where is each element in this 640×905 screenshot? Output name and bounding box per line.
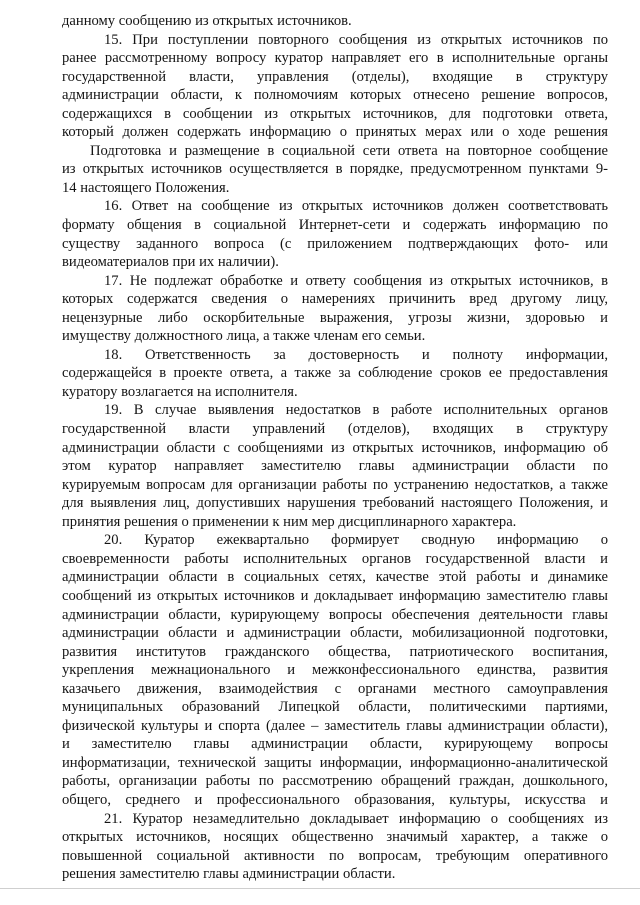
- text-line: которых содержатся сведения о намерениях причинить вред другому лицу,: [62, 291, 608, 308]
- text-line: казачьего движения, взаимодействия с органами местного самоуправления: [62, 680, 608, 697]
- text-line: муниципальных образований Липецкой области, политическими партиями,: [62, 699, 608, 716]
- text-line: курируемым вопросам для организации работы по устранению недостатков, а также: [62, 476, 608, 493]
- text-line: видеоматериалов при их наличии).: [62, 254, 279, 271]
- text-line: сообщений из открытых источников и докладывает информацию заместителю главы: [62, 587, 608, 604]
- text-line: государственной власти управлений (отделов), входящих в структуру: [62, 421, 608, 438]
- text-line: укрепления межнационального и межконфессионального единства, развития: [62, 662, 608, 679]
- text-line: повышенной социальной активности по вопросам, требующим оперативного: [62, 847, 608, 864]
- text-line: имуществу должностного лица, а также членам его семьи.: [62, 328, 426, 345]
- text-line: содержащихся в сообщении из открытых источников, для подготовки ответа,: [62, 105, 608, 122]
- text-line: из открытых источников осуществляется в порядке, предусмотренном пунктами 9-: [62, 161, 608, 178]
- text-line: ранее рассмотренному вопросу куратор направляет его в исполнительные органы: [62, 50, 608, 67]
- page-bottom-edge: [0, 888, 640, 889]
- text-line: администрации области, курирующему вопросы обеспечения деятельности главы: [62, 606, 608, 623]
- text-line: решения заместителю главы администрации области.: [62, 866, 396, 883]
- text-line: куратору возлагается на исполнителя.: [62, 383, 298, 400]
- text-line: 20. Куратор ежеквартально формирует сводную информацию о: [104, 532, 608, 549]
- text-line: общего, среднего и профессионального образования, культуры, искусства и: [62, 791, 608, 808]
- text-line: администрации области, к полномочиям которых отнесено решение вопросов,: [62, 87, 608, 104]
- text-line: 16. Ответ на сообщение из открытых источников должен соответствовать: [104, 198, 608, 215]
- text-line: 21. Куратор незамедлительно докладывает информацию о сообщениях из: [104, 810, 608, 827]
- text-line: 18. Ответственность за достоверность и полноту информации,: [104, 346, 608, 363]
- text-line: государственной власти, управления (отделы), входящие в структуру: [62, 68, 608, 85]
- text-line: администрации области в социальных сетях, качестве этой работы и динамике: [62, 569, 608, 586]
- text-line: содержащейся в проекте ответа, а также за соблюдение сроков ее предоставления: [62, 365, 608, 382]
- text-line: принятия решения о применении к ним мер дисциплинарного характера.: [62, 513, 517, 530]
- text-line: 15. При поступлении повторного сообщения из открытых источников по: [104, 31, 608, 48]
- text-line: информатизации, технической защиты информации, информационно-аналитической: [62, 754, 608, 771]
- text-line: 19. В случае выявления недостатков в работе исполнительных органов: [104, 402, 608, 419]
- text-line: формату общения в социальной Интернет-сети и содержать информацию по: [62, 217, 608, 234]
- text-line: существу заданного вопроса (с приложением подтверждающих фото- или: [62, 235, 608, 252]
- text-line: администрации области с сообщениями из открытых источников, информацию об: [62, 439, 608, 456]
- text-line: и заместителю главы администрации области, курирующему вопросы: [62, 736, 608, 753]
- text-line: своевременности работы исполнительных органов государственной власти и: [62, 550, 608, 567]
- document-page: [62, 12, 608, 884]
- text-line: администрации области и администрации области, мобилизационной подготовки,: [62, 625, 608, 642]
- text-line: физической культуры и спорта (далее – заместитель главы администрации области),: [62, 717, 608, 734]
- text-line: развития институтов гражданского общества, патриотического воспитания,: [62, 643, 608, 660]
- text-line: 17. Не подлежат обработке и ответу сообщения из открытых источников, в: [104, 272, 608, 289]
- text-line: этом куратор направляет заместителю главы администрации области по: [62, 458, 608, 475]
- text-line: открытых источников, носящих общественно значимый характер, а также о: [62, 829, 608, 846]
- text-line: данному сообщению из открытых источников.: [62, 13, 352, 29]
- text-line: работы, организации работы по рассмотрению обращений граждан, дошкольного,: [62, 773, 608, 790]
- text-line: 14 настоящего Положения.: [62, 179, 230, 196]
- text-line: нецензурные либо оскорбительные выражения, угрозы жизни, здоровью и: [62, 309, 608, 326]
- text-line: который должен содержать информацию о принятых мерах или о ходе решения: [62, 124, 608, 141]
- text-line: Подготовка и размещение в социальной сети ответа на повторное сообщение: [90, 142, 608, 159]
- text-line: для выявления лиц, допустивших нарушения требований настоящего Положения, и: [62, 495, 608, 512]
